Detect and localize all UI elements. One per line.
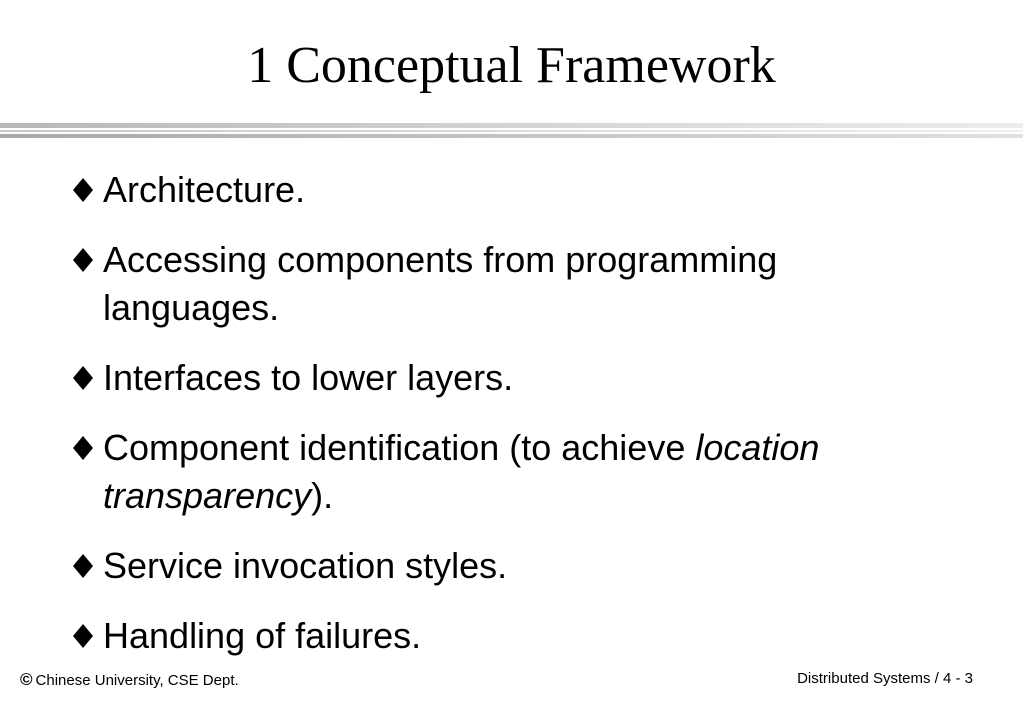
bullet-item bbox=[72, 542, 952, 590]
bullet-text-suffix: ). bbox=[311, 475, 334, 516]
bullet-text-emphasis: location transparency bbox=[103, 427, 820, 516]
diamond-bullet-icon bbox=[72, 364, 94, 392]
bullet-text-prefix: Component identification (to achieve bbox=[103, 427, 696, 468]
bullet-item bbox=[72, 236, 952, 332]
diamond-bullet-icon bbox=[72, 176, 94, 204]
bullet-text: Accessing components from programming languages. bbox=[103, 239, 778, 328]
title-rule-bottom bbox=[0, 134, 1023, 138]
title-rule-middle bbox=[0, 130, 1023, 132]
bullet-text: Service invocation styles. bbox=[103, 545, 508, 586]
bullet-item bbox=[72, 612, 952, 660]
bullet-item bbox=[72, 166, 952, 214]
diamond-bullet-icon bbox=[72, 552, 94, 580]
diamond-bullet-icon bbox=[72, 434, 94, 462]
bullet-item bbox=[72, 424, 952, 520]
footer-copyright bbox=[20, 670, 239, 690]
bullet-text: Architecture. bbox=[103, 169, 306, 210]
title-rule-top bbox=[0, 123, 1023, 128]
diamond-bullet-icon bbox=[72, 622, 94, 650]
copyright-icon: © bbox=[20, 670, 33, 689]
bullet-text: Interfaces to lower layers. bbox=[103, 357, 514, 398]
slide-title: 1 Conceptual Framework bbox=[247, 37, 776, 94]
diamond-bullet-icon bbox=[72, 246, 94, 274]
bullet-text: Handling of failures. bbox=[103, 615, 422, 656]
footer-institution: Chinese University, CSE Dept. bbox=[35, 672, 239, 689]
bullet-list bbox=[72, 166, 952, 682]
bullet-item bbox=[72, 354, 952, 402]
footer-page-info: Distributed Systems / 4 - 3 bbox=[797, 670, 973, 687]
